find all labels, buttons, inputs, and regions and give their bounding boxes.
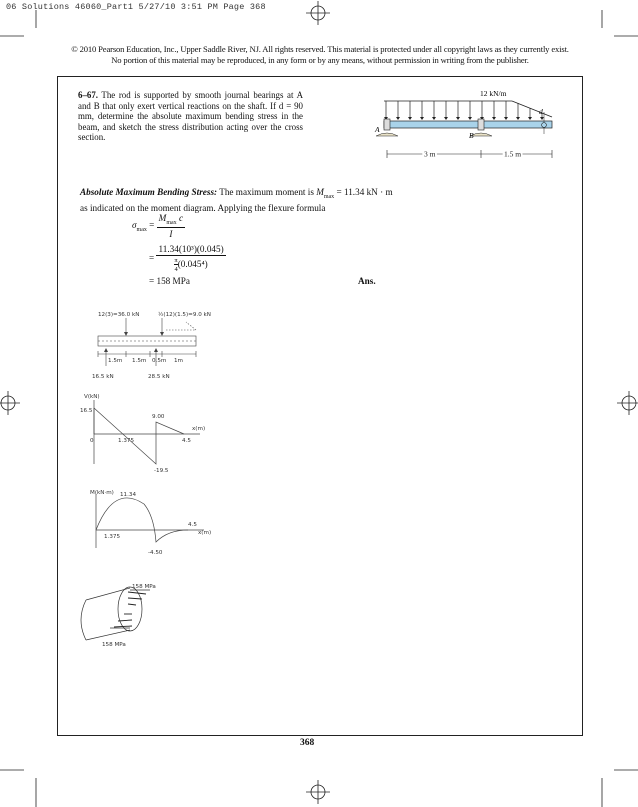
stress-top-label: 158 MPa xyxy=(132,584,156,590)
svg-text:x(m): x(m) xyxy=(192,426,206,432)
print-slug: 06 Solutions 46060_Part1 5/27/10 3:51 PM Page 368 xyxy=(6,2,266,12)
stress-bottom-label: 158 MPa xyxy=(102,642,126,648)
flexure-formula: $\sigma_{max}$ = $\frac{M_{max} c}{I}$ xyxy=(132,213,184,239)
bearing-a xyxy=(384,119,390,130)
svg-text:1m: 1m xyxy=(174,358,184,364)
fbd-load1: 12(3)=36.0 kN xyxy=(98,312,140,318)
svg-text:0: 0 xyxy=(90,438,94,444)
page-number: 368 xyxy=(300,738,315,748)
label-a: A xyxy=(375,125,380,134)
problem-figure xyxy=(372,88,572,188)
svg-text:1.375: 1.375 xyxy=(118,438,135,444)
svg-text:-4.50: -4.50 xyxy=(148,550,163,556)
svg-text:4.5: 4.5 xyxy=(188,522,197,528)
problem-text: The rod is supported by smooth journal bearings at A and B that only exert vertical reactions on the shaft. If d = 90 mm, determine the absolute maximum bending stress in the beam, and sketch the stress distribution acting over the cross section. xyxy=(78,90,303,143)
span2-label: 1.5 m xyxy=(504,149,522,159)
answer-label: Ans. xyxy=(358,276,376,286)
svg-text:1.5m: 1.5m xyxy=(108,358,123,364)
svg-text:x(m): x(m) xyxy=(198,530,212,536)
copyright-notice: © 2010 Pearson Education, Inc., Upper Saddle River, NJ. All rights reserved. This material is protected under all copyright laws as they currently exist. No portion of this material may be reproduced, in any form or by any means, without permission in writing from the publisher. xyxy=(71,44,569,65)
stress-distribution-sketch xyxy=(76,580,186,658)
span1-label: 3 m xyxy=(424,149,436,159)
m-axis-title: M(kN·m) xyxy=(90,490,114,496)
label-b: B xyxy=(469,131,474,140)
svg-text:1.375: 1.375 xyxy=(104,534,121,540)
substituted-formula: = 11.34(10³)(0.045) $\frac{\pi}{4}$ (0.045⁴) xyxy=(149,244,224,273)
svg-text:1.5m: 1.5m xyxy=(132,358,147,364)
solution-intro: Absolute Maximum Bending Stress: The maximum moment is $M_{max} = 11.34$ kN · m as indicated on the moment diagram. Applying the flexure formula xyxy=(80,187,393,213)
fbd-reaction-a: 16.5 kN xyxy=(92,374,114,380)
shear-diagram xyxy=(80,392,230,482)
svg-text:0.5m: 0.5m xyxy=(152,358,167,364)
free-body-diagram xyxy=(86,308,226,390)
load-label: 12 kN/m xyxy=(480,89,507,98)
solution-heading: Absolute Maximum Bending Stress: xyxy=(80,187,218,197)
svg-text:11.34: 11.34 xyxy=(120,492,137,498)
svg-text:4.5: 4.5 xyxy=(182,438,191,444)
problem-number: 6–67. xyxy=(78,90,98,100)
svg-text:16.5: 16.5 xyxy=(80,408,93,414)
problem-statement xyxy=(78,90,303,143)
v-axis-title: V(kN) xyxy=(84,394,100,400)
svg-text:-19.5: -19.5 xyxy=(154,468,169,474)
label-d: d xyxy=(539,107,543,116)
svg-text:9.00: 9.00 xyxy=(152,414,165,420)
result: = 158 MPa xyxy=(149,276,190,286)
fbd-load2: ½(12)(1.5)=9.0 kN xyxy=(158,312,211,318)
fbd-reaction-b: 28.5 kN xyxy=(148,374,170,380)
bearing-b xyxy=(478,119,484,130)
moment-diagram xyxy=(84,490,234,560)
rod xyxy=(384,121,552,128)
